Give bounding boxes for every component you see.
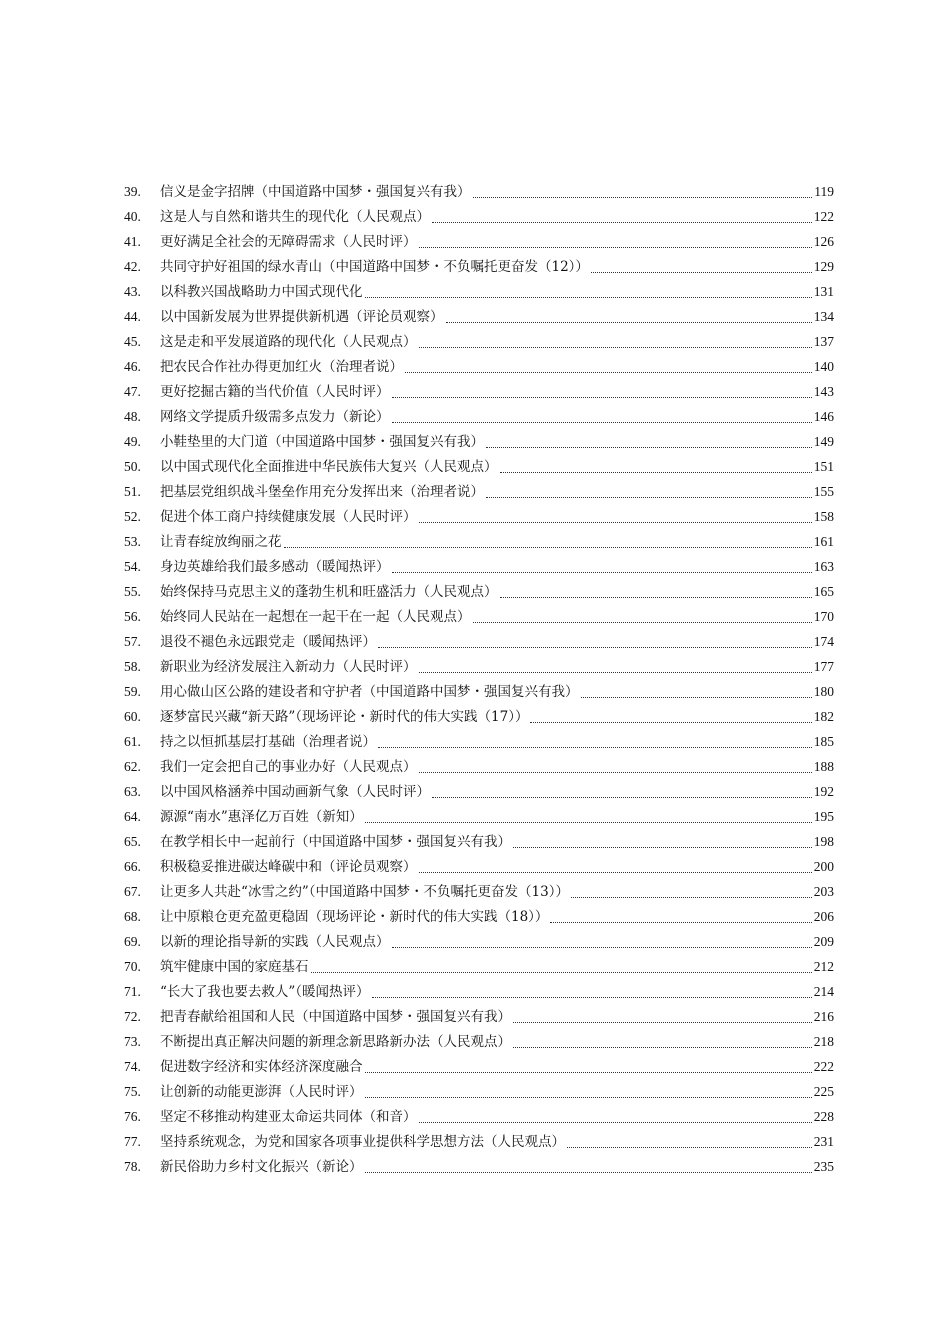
toc-entry-number: 76. <box>124 1109 141 1124</box>
toc-dot-leader <box>392 947 812 948</box>
toc-dot-leader <box>513 1022 812 1023</box>
toc-entry[interactable] <box>124 705 834 730</box>
toc-dot-leader <box>432 797 812 798</box>
toc-entry-number: 73. <box>124 1034 141 1049</box>
toc-entry[interactable] <box>124 1055 834 1080</box>
toc-dot-leader <box>419 1122 812 1123</box>
toc-dot-leader <box>473 622 812 623</box>
toc-entry-page: 155 <box>813 484 834 499</box>
toc-entry-number: 41. <box>124 234 141 249</box>
toc-entry[interactable] <box>124 780 834 805</box>
toc-dot-leader <box>591 272 812 273</box>
toc-dot-leader <box>365 1172 812 1173</box>
toc-entry-title: 信义是金字招牌（中国道路中国梦・强国复兴有我） <box>160 184 471 200</box>
toc-entry-number: 61. <box>124 734 141 749</box>
toc-dot-leader <box>530 722 811 723</box>
toc-entry-title: 更好挖掘古籍的当代价值（人民时评） <box>160 384 390 400</box>
toc-dot-leader <box>500 597 812 598</box>
toc-entry-page: 198 <box>813 834 834 849</box>
toc-entry[interactable] <box>124 955 834 980</box>
toc-entry-number: 43. <box>124 284 141 299</box>
toc-entry-title: 让青春绽放绚丽之花 <box>160 534 282 550</box>
toc-entry-page: 228 <box>813 1109 834 1124</box>
toc-entry-number: 77. <box>124 1134 141 1149</box>
toc-entry-page: 143 <box>813 384 834 399</box>
toc-entry-number: 66. <box>124 859 141 874</box>
toc-entry[interactable] <box>124 530 834 555</box>
toc-entry-page: 131 <box>813 284 834 299</box>
toc-entry-number: 65. <box>124 834 141 849</box>
toc-dot-leader <box>419 772 812 773</box>
toc-entry[interactable] <box>124 405 834 430</box>
toc-entry-title: 把农民合作社办得更加红火（治理者说） <box>160 359 403 375</box>
toc-dot-leader <box>567 1147 812 1148</box>
toc-entry-number: 67. <box>124 884 141 899</box>
toc-entry-number: 62. <box>124 759 141 774</box>
toc-entry-page: 140 <box>813 359 834 374</box>
toc-entry-title: 用心做山区公路的建设者和守护者（中国道路中国梦・强国复兴有我） <box>160 684 579 700</box>
toc-entry-number: 48. <box>124 409 141 424</box>
toc-entry[interactable] <box>124 855 834 880</box>
toc-entry-page: 209 <box>813 934 834 949</box>
toc-entry-number: 56. <box>124 609 141 624</box>
toc-entry-title: 让创新的动能更澎湃（人民时评） <box>160 1084 363 1100</box>
toc-entry-title: 积极稳妥推进碳达峰碳中和（评论员观察） <box>160 859 417 875</box>
toc-entry-title: 筑牢健康中国的家庭基石 <box>160 959 309 975</box>
toc-entry[interactable] <box>124 730 834 755</box>
toc-entry[interactable] <box>124 280 834 305</box>
toc-dot-leader <box>581 697 812 698</box>
toc-entry-number: 78. <box>124 1159 141 1174</box>
toc-entry-title: 以中国新发展为世界提供新机遇（评论员观察） <box>160 309 444 325</box>
toc-entry-number: 64. <box>124 809 141 824</box>
toc-entry[interactable] <box>124 680 834 705</box>
toc-entry-page: 206 <box>813 909 834 924</box>
toc-entry-number: 57. <box>124 634 141 649</box>
toc-entry-title: 不断提出真正解决问题的新理念新思路新办法（人民观点） <box>160 1034 511 1050</box>
toc-entry-page: 129 <box>813 259 834 274</box>
toc-entry-title: “长大了我也要去救人”（暖闻热评） <box>160 984 370 1000</box>
toc-entry-title: 共同守护好祖国的绿水青山（中国道路中国梦・不负嘱托更奋发（12）） <box>160 259 589 275</box>
toc-entry-number: 55. <box>124 584 141 599</box>
toc-entry-page: 231 <box>813 1134 834 1149</box>
toc-entry-title: 退役不褪色永远跟党走（暖闻热评） <box>160 634 376 650</box>
toc-entry[interactable] <box>124 980 834 1005</box>
toc-entry-number: 42. <box>124 259 141 274</box>
toc-entry[interactable] <box>124 1155 834 1180</box>
toc-entry-page: 180 <box>813 684 834 699</box>
toc-dot-leader <box>513 847 812 848</box>
toc-entry-page: 170 <box>813 609 834 624</box>
toc-entry-title: 坚定不移推动构建亚太命运共同体（和音） <box>160 1109 417 1125</box>
toc-entry[interactable] <box>124 555 834 580</box>
toc-entry-page: 225 <box>813 1084 834 1099</box>
toc-entry-page: 163 <box>813 559 834 574</box>
toc-entry[interactable] <box>124 655 834 680</box>
toc-entry-page: 188 <box>813 759 834 774</box>
toc-entry-title: 以科教兴国战略助力中国式现代化 <box>160 284 363 300</box>
toc-entry[interactable] <box>124 480 834 505</box>
toc-entry-title: 始终同人民站在一起想在一起干在一起（人民观点） <box>160 609 471 625</box>
toc-dot-leader <box>365 822 812 823</box>
toc-dot-leader <box>571 897 812 898</box>
toc-entry-page: 151 <box>813 459 834 474</box>
toc-entry-number: 53. <box>124 534 141 549</box>
toc-entry-number: 50. <box>124 459 141 474</box>
toc-entry-title: 坚持系统观念，为党和国家各项事业提供科学思想方法（人民观点） <box>160 1134 565 1150</box>
toc-entry-title: 逐梦富民兴藏“新天路”（现场评论・新时代的伟大实践（17）） <box>160 709 529 725</box>
toc-entry[interactable] <box>124 455 834 480</box>
toc-dot-leader <box>446 322 812 323</box>
toc-dot-leader <box>500 472 812 473</box>
toc-entry-title: 更好满足全社会的无障碍需求（人民时评） <box>160 234 417 250</box>
toc-entry[interactable] <box>124 505 834 530</box>
toc-entry-page: 158 <box>813 509 834 524</box>
toc-entry-page: 165 <box>813 584 834 599</box>
toc-entry-number: 70. <box>124 959 141 974</box>
toc-entry-page: 146 <box>813 409 834 424</box>
toc-entry-number: 39. <box>124 184 141 199</box>
toc-dot-leader <box>392 422 812 423</box>
toc-entry-page: 203 <box>813 884 834 899</box>
toc-entry-number: 52. <box>124 509 141 524</box>
toc-dot-leader <box>419 522 812 523</box>
toc-dot-leader <box>405 372 812 373</box>
table-of-contents <box>124 180 834 1180</box>
toc-entry-number: 74. <box>124 1059 141 1074</box>
toc-entry[interactable] <box>124 880 834 905</box>
toc-entry[interactable] <box>124 1080 834 1105</box>
toc-entry-title: 网络文学提质升级需多点发力（新论） <box>160 409 390 425</box>
toc-entry-title: 新职业为经济发展注入新动力（人民时评） <box>160 659 417 675</box>
toc-dot-leader <box>513 1047 812 1048</box>
toc-entry-page: 122 <box>813 209 834 224</box>
toc-entry[interactable] <box>124 930 834 955</box>
toc-entry-number: 45. <box>124 334 141 349</box>
toc-entry-page: 192 <box>813 784 834 799</box>
toc-entry[interactable] <box>124 1105 834 1130</box>
toc-entry-number: 60. <box>124 709 141 724</box>
toc-dot-leader <box>392 572 812 573</box>
toc-entry-page: 161 <box>813 534 834 549</box>
toc-entry[interactable] <box>124 430 834 455</box>
toc-entry[interactable] <box>124 905 834 930</box>
toc-entry-title: 这是走和平发展道路的现代化（人民观点） <box>160 334 417 350</box>
toc-entry[interactable] <box>124 230 834 255</box>
toc-entry-page: 222 <box>813 1059 834 1074</box>
toc-entry-title: 在教学相长中一起前行（中国道路中国梦・强国复兴有我） <box>160 834 511 850</box>
toc-entry[interactable] <box>124 1130 834 1155</box>
toc-entry-page: 134 <box>813 309 834 324</box>
toc-dot-leader <box>372 997 812 998</box>
toc-entry[interactable] <box>124 580 834 605</box>
toc-dot-leader <box>392 397 812 398</box>
toc-entry-page: 218 <box>813 1034 834 1049</box>
toc-entry[interactable] <box>124 180 834 205</box>
toc-entry[interactable] <box>124 305 834 330</box>
toc-dot-leader <box>550 922 811 923</box>
toc-entry-page: 212 <box>813 959 834 974</box>
toc-entry[interactable] <box>124 380 834 405</box>
toc-entry-title: 把基层党组织战斗堡垒作用充分发挥出来（治理者说） <box>160 484 484 500</box>
toc-dot-leader <box>419 672 812 673</box>
toc-entry-title: 源源“南水”惠泽亿万百姓（新知） <box>160 809 363 825</box>
toc-entry-title: 这是人与自然和谐共生的现代化（人民观点） <box>160 209 430 225</box>
toc-entry[interactable] <box>124 205 834 230</box>
toc-entry-title: 我们一定会把自己的事业办好（人民观点） <box>160 759 417 775</box>
toc-dot-leader <box>419 872 812 873</box>
toc-entry-number: 49. <box>124 434 141 449</box>
toc-entry[interactable] <box>124 330 834 355</box>
toc-entry-page: 235 <box>813 1159 834 1174</box>
toc-dot-leader <box>365 1072 812 1073</box>
toc-entry-number: 58. <box>124 659 141 674</box>
toc-entry-page: 174 <box>813 634 834 649</box>
toc-entry-page: 195 <box>813 809 834 824</box>
toc-dot-leader <box>486 497 812 498</box>
toc-entry[interactable] <box>124 755 834 780</box>
toc-entry-title: 以新的理论指导新的实践（人民观点） <box>160 934 390 950</box>
toc-dot-leader <box>378 747 812 748</box>
toc-entry-number: 46. <box>124 359 141 374</box>
toc-entry-page: 182 <box>813 709 834 724</box>
toc-entry[interactable] <box>124 805 834 830</box>
toc-entry[interactable] <box>124 355 834 380</box>
toc-entry-title: 把青春献给祖国和人民（中国道路中国梦・强国复兴有我） <box>160 1009 511 1025</box>
toc-dot-leader <box>419 347 812 348</box>
toc-entry-title: 新民俗助力乡村文化振兴（新论） <box>160 1159 363 1175</box>
toc-entry-title: 小鞋垫里的大门道（中国道路中国梦・强国复兴有我） <box>160 434 484 450</box>
toc-entry-page: 214 <box>813 984 834 999</box>
toc-entry-title: 始终保持马克思主义的蓬勃生机和旺盛活力（人民观点） <box>160 584 498 600</box>
toc-entry[interactable] <box>124 605 834 630</box>
toc-entry-number: 47. <box>124 384 141 399</box>
toc-entry-title: 以中国式现代化全面推进中华民族伟大复兴（人民观点） <box>160 459 498 475</box>
toc-entry[interactable] <box>124 830 834 855</box>
toc-entry-page: 177 <box>813 659 834 674</box>
toc-dot-leader <box>473 197 813 198</box>
toc-entry-number: 59. <box>124 684 141 699</box>
toc-entry[interactable] <box>124 1005 834 1030</box>
toc-dot-leader <box>432 222 812 223</box>
toc-entry-page: 126 <box>813 234 834 249</box>
toc-entry-title: 持之以恒抓基层打基础（治理者说） <box>160 734 376 750</box>
toc-entry-number: 71. <box>124 984 141 999</box>
toc-entry-number: 63. <box>124 784 141 799</box>
toc-entry-title: 让中原粮仓更充盈更稳固（现场评论・新时代的伟大实践（18）） <box>160 909 549 925</box>
toc-entry-number: 68. <box>124 909 141 924</box>
toc-entry-title: 促进数字经济和实体经济深度融合 <box>160 1059 363 1075</box>
toc-dot-leader <box>486 447 812 448</box>
toc-entry-page: 137 <box>813 334 834 349</box>
toc-entry-title: 让更多人共赴“冰雪之约”（中国道路中国梦・不负嘱托更奋发（13）） <box>160 884 569 900</box>
toc-dot-leader <box>365 297 812 298</box>
toc-dot-leader <box>311 972 812 973</box>
toc-entry-number: 40. <box>124 209 141 224</box>
toc-dot-leader <box>365 1097 812 1098</box>
toc-entry-number: 69. <box>124 934 141 949</box>
toc-entry-page: 119 <box>814 184 834 199</box>
toc-entry-number: 54. <box>124 559 141 574</box>
toc-entry-title: 以中国风格涵养中国动画新气象（人民时评） <box>160 784 430 800</box>
toc-entry-number: 51. <box>124 484 141 499</box>
toc-dot-leader <box>378 647 812 648</box>
toc-entry[interactable] <box>124 1030 834 1055</box>
toc-entry-page: 200 <box>813 859 834 874</box>
toc-entry-title: 促进个体工商户持续健康发展（人民时评） <box>160 509 417 525</box>
toc-entry-page: 216 <box>813 1009 834 1024</box>
toc-entry-number: 44. <box>124 309 141 324</box>
toc-entry-number: 72. <box>124 1009 141 1024</box>
toc-dot-leader <box>284 547 812 548</box>
toc-entry-number: 75. <box>124 1084 141 1099</box>
toc-entry[interactable] <box>124 630 834 655</box>
toc-entry[interactable] <box>124 255 834 280</box>
toc-dot-leader <box>419 247 812 248</box>
toc-entry-page: 149 <box>813 434 834 449</box>
toc-entry-title: 身边英雄给我们最多感动（暖闻热评） <box>160 559 390 575</box>
toc-entry-page: 185 <box>813 734 834 749</box>
